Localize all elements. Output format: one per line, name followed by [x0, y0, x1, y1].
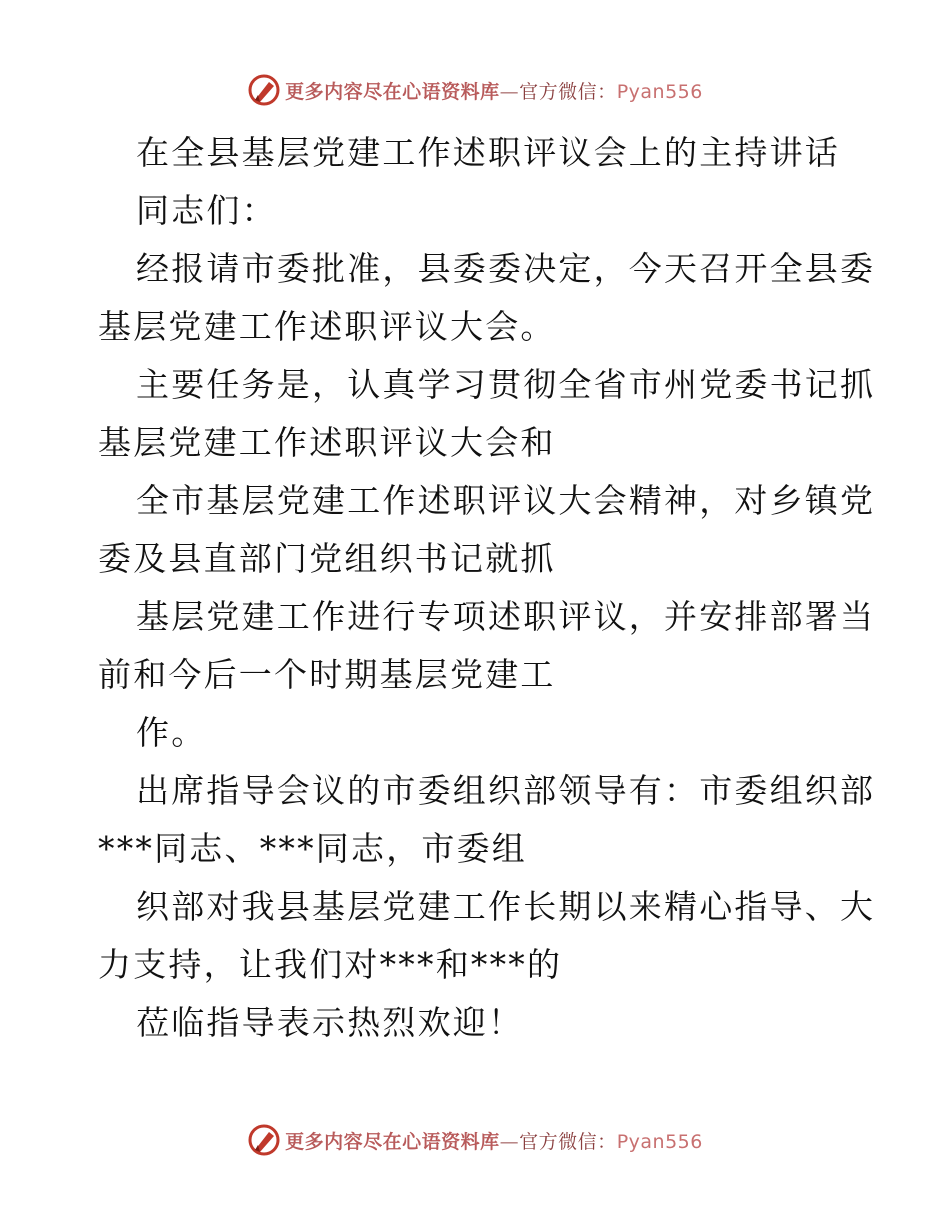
paragraph-line: 委及县直部门党组织书记就抓 [98, 539, 556, 578]
paragraph-line: 基层党建工作进行专项述职评议，并安排部署当 [136, 597, 876, 636]
paragraph-line: 基层党建工作述职评议大会。 [98, 307, 556, 346]
document-body [98, 124, 876, 1052]
watermark-header [0, 70, 950, 110]
paragraph-line: 经报请市委批准，县委委决定，今天召开全县委 [136, 249, 876, 288]
watermark-footer [0, 1120, 950, 1160]
paragraph-line: 主要任务是，认真学习贯彻全省市州党委书记抓 [136, 365, 876, 404]
watermark-text: 更多内容尽在心语资料库—官方微信：Pyan556 [285, 80, 703, 103]
pen-logo-icon [247, 1123, 281, 1157]
watermark-text: 更多内容尽在心语资料库—官方微信：Pyan556 [285, 1130, 703, 1153]
paragraph-line: 力支持，让我们对***和***的 [98, 945, 563, 984]
paragraph-line: 出席指导会议的市委组织部领导有：市委组织部 [136, 771, 876, 810]
paragraph-line: 基层党建工作述职评议大会和 [98, 423, 556, 462]
paragraph-line: ***同志、***同志，市委组 [98, 829, 527, 868]
paragraph-line: 前和今后一个时期基层党建工 [98, 655, 556, 694]
paragraph-line: 全市基层党建工作述职评议大会精神，对乡镇党 [136, 481, 876, 520]
pen-logo-icon [247, 73, 281, 107]
paragraph-line: 莅临指导表示热烈欢迎！ [136, 1003, 524, 1042]
salutation: 同志们： [136, 191, 277, 230]
document-title: 在全县基层党建工作述职评议会上的主持讲话 [136, 133, 840, 172]
paragraph-line: 织部对我县基层党建工作长期以来精心指导、大 [136, 887, 876, 926]
paragraph-line: 作。 [136, 713, 207, 752]
